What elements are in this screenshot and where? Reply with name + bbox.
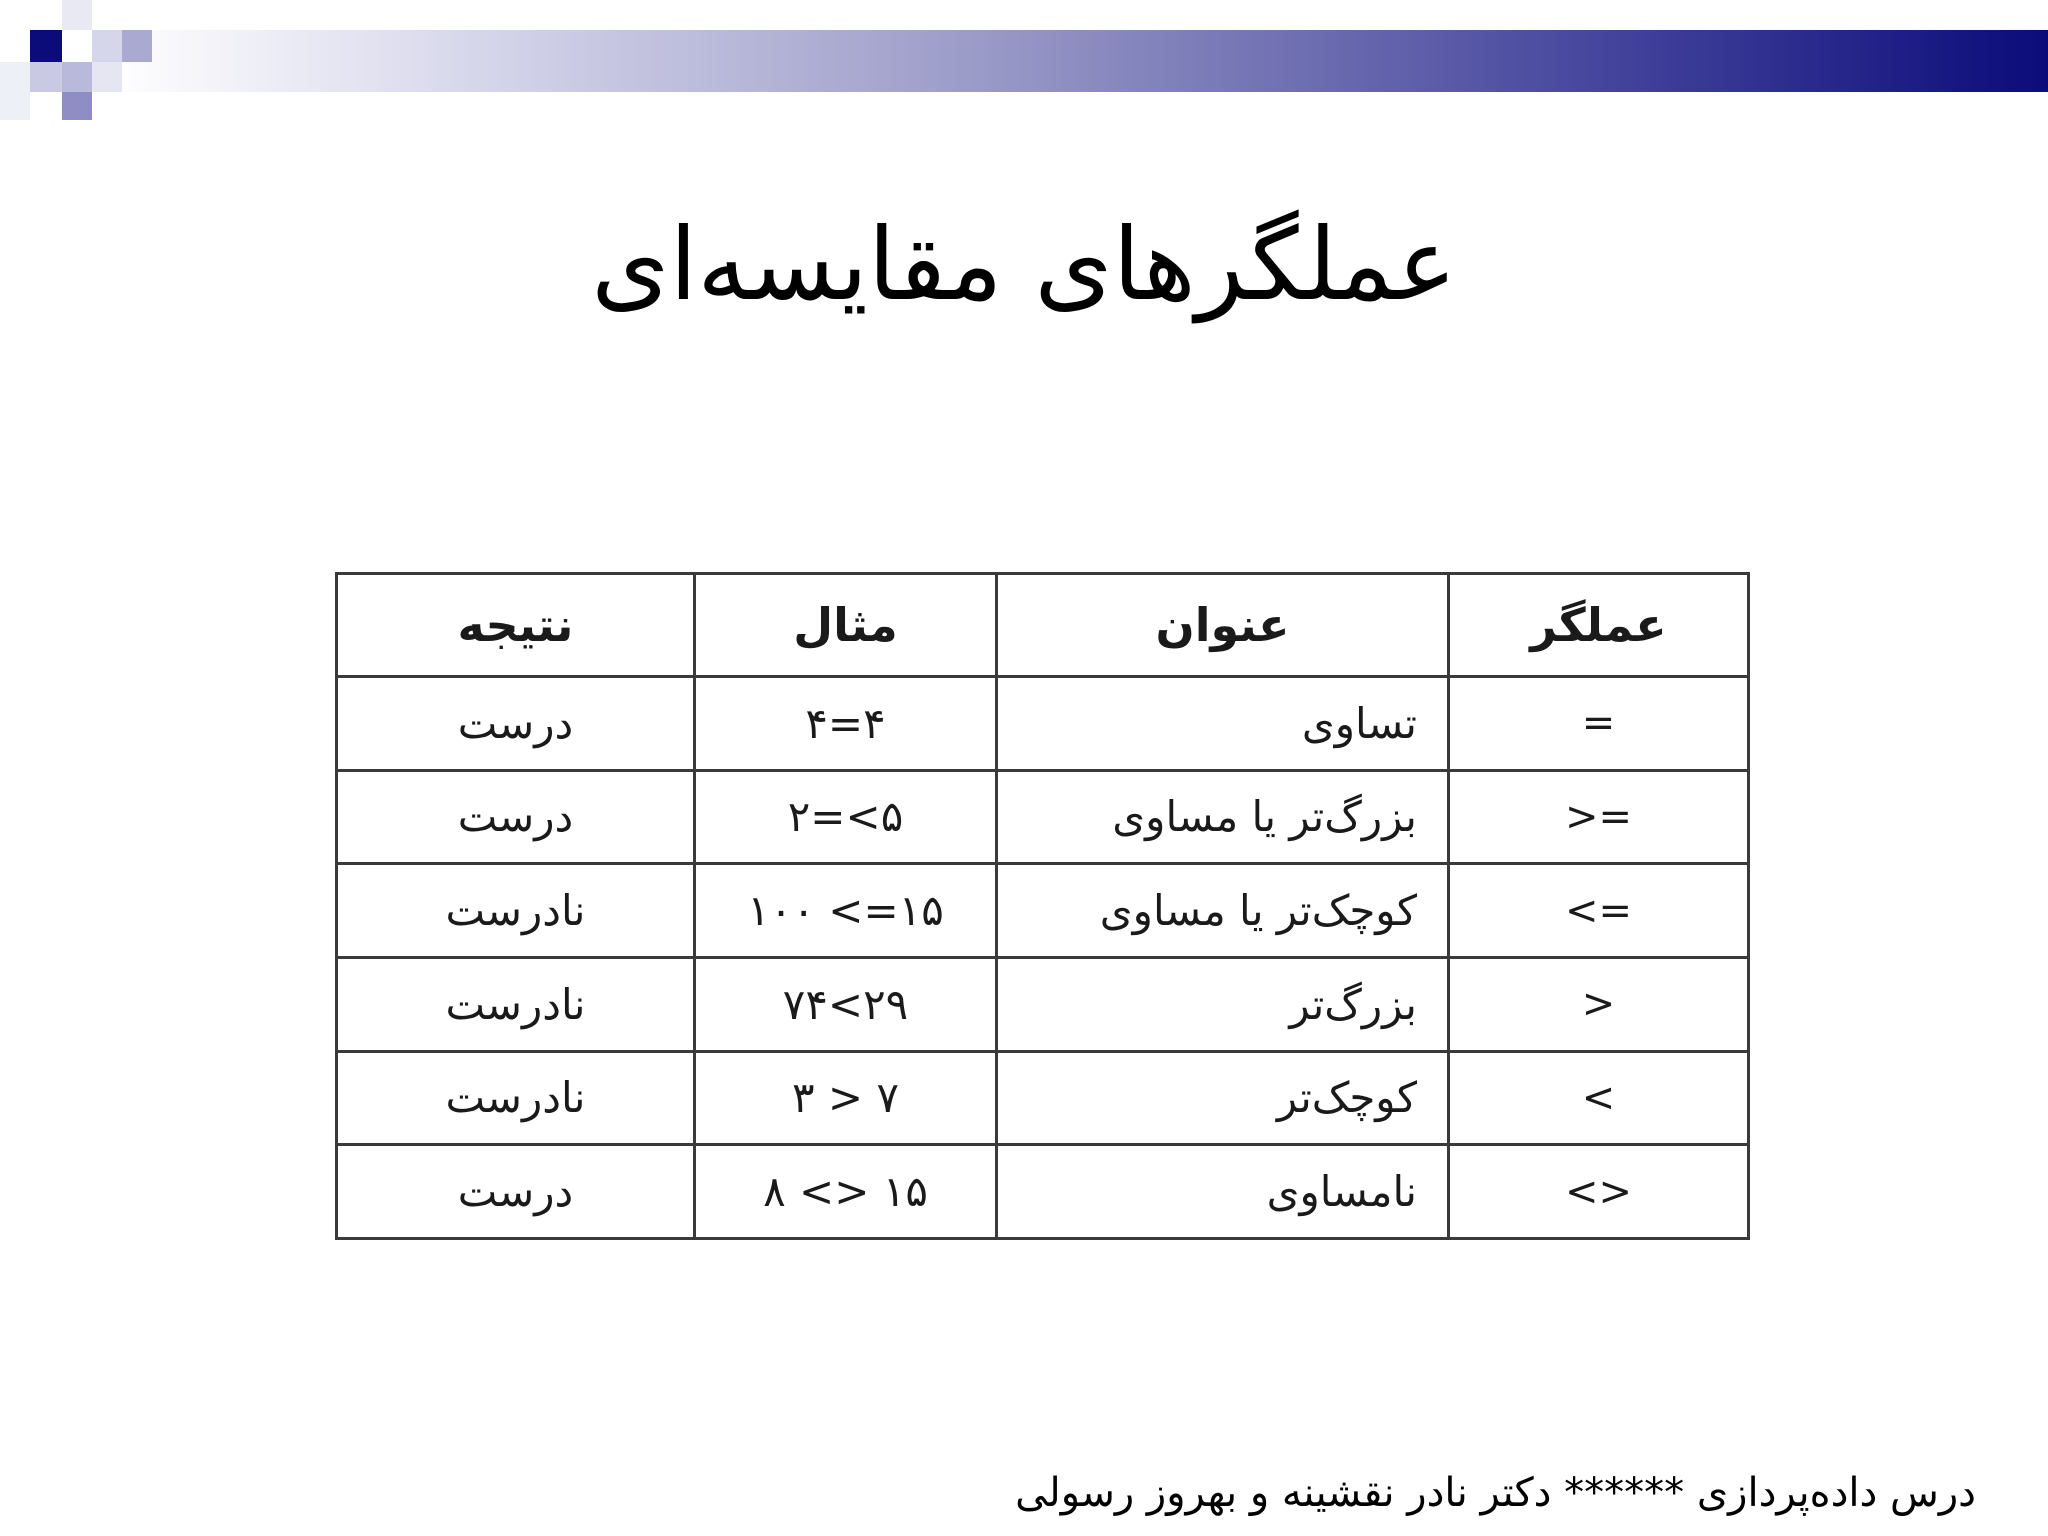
cell-example: ۱۵ <> ۸: [695, 1145, 997, 1239]
cell-result: نادرست: [337, 1051, 695, 1145]
table-row: [337, 864, 1749, 958]
cell-example: ۵>=۲: [695, 770, 997, 864]
table-header-row: [337, 574, 1749, 677]
cell-operator: <=: [1449, 864, 1749, 958]
header-decor-square: [30, 30, 62, 62]
cell-example: ۷ < ۳: [695, 1051, 997, 1145]
cell-operator: <>: [1449, 1145, 1749, 1239]
cell-example: ۲۹>۷۴: [695, 957, 997, 1051]
cell-result: نادرست: [337, 864, 695, 958]
table-row: [337, 770, 1749, 864]
cell-title: بزرگ‌تر یا مساوی: [997, 770, 1449, 864]
cell-example: ۱۵=> ۱۰۰: [695, 864, 997, 958]
header-decor-square: [30, 62, 62, 92]
cell-title: کوچک‌تر: [997, 1051, 1449, 1145]
cell-title: نامساوی: [997, 1145, 1449, 1239]
cell-title: بزرگ‌تر: [997, 957, 1449, 1051]
cell-result: نادرست: [337, 957, 695, 1051]
table-row: [337, 957, 1749, 1051]
cell-operator: >: [1449, 957, 1749, 1051]
cell-title: تساوی: [997, 677, 1449, 771]
header-gradient-bar: [110, 30, 2048, 92]
cell-example: ۴=۴: [695, 677, 997, 771]
cell-operator: <: [1449, 1051, 1749, 1145]
operators-table: [335, 572, 1750, 1240]
header-decor-square: [92, 30, 122, 62]
header-operator: عملگر: [1449, 574, 1749, 677]
cell-operator: =: [1449, 677, 1749, 771]
cell-result: درست: [337, 1145, 695, 1239]
slide-title: عملگرهای مقایسه‌ای: [591, 206, 1457, 323]
header-example: مثال: [695, 574, 997, 677]
header-decor-square: [0, 62, 30, 120]
cell-result: درست: [337, 770, 695, 864]
header-title: عنوان: [997, 574, 1449, 677]
table-row: [337, 1145, 1749, 1239]
header-decor-square: [62, 92, 92, 120]
cell-title: کوچک‌تر یا مساوی: [997, 864, 1449, 958]
cell-operator: >=: [1449, 770, 1749, 864]
header-decor-square: [122, 30, 152, 62]
slide-footer: درس داده‌پردازی ****** دکتر نادر نقشینه و بهروز رسولی: [1015, 1470, 1976, 1516]
header-decor-square: [62, 0, 92, 30]
header-decor-square: [62, 62, 92, 92]
table-row: [337, 1051, 1749, 1145]
operators-table-container: [335, 572, 1747, 1240]
header-decor-square: [92, 62, 122, 92]
table-row: [337, 677, 1749, 771]
header-result: نتیجه: [337, 574, 695, 677]
cell-result: درست: [337, 677, 695, 771]
